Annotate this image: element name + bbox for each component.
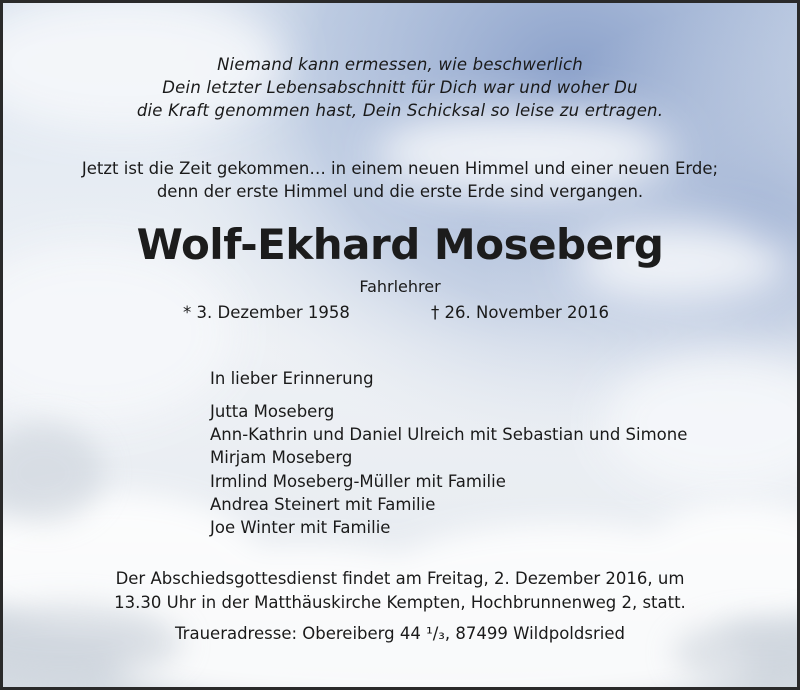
deceased-occupation: Fahrlehrer [359,277,441,296]
verse-line-2: denn der erste Himmel und die erste Erde sind vergangen. [156,182,644,201]
mourning-address: Traueradresse: Obereiberg 44 ¹/₃, 87499 Wildpoldsried [175,624,625,643]
opening-quote-line-1: Niemand kann ermessen, wie beschwerlich [217,55,583,74]
family-member: Irmlind Moseberg-Müller mit Familie [210,471,506,491]
family-list [210,400,687,539]
verse-line-1: Jetzt ist die Zeit gekommen… in einem neuen Himmel und einer neuen Erde; [81,159,719,178]
family-member: Jutta Moseberg [210,402,335,421]
family-member: Mirjam Moseberg [210,448,353,468]
family-member: Andrea Steinert mit Familie [210,494,436,514]
opening-quote-line-3: die Kraft genommen hast, Dein Schicksal so leise zu ertragen. [136,101,664,120]
deceased-name: Wolf-Ekhard Moseberg [136,220,664,269]
family-member: Ann-Kathrin und Daniel Ulreich mit Sebastian und Simone [210,425,688,445]
mourners-block [210,369,687,539]
family-member: Joe Winter mit Familie [210,518,391,538]
service-line-1: Der Abschiedsgottesdienst findet am Freitag, 2. Dezember 2016, um [115,569,685,588]
birth-date: * 3. Dezember 1958 [183,303,350,322]
death-date: † 26. November 2016 [431,303,610,322]
service-line-2: 13.30 Uhr in der Matthäuskirche Kempten, Hochbrunnenweg 2, statt. [114,593,686,612]
remembrance-intro: In lieber Erinnerung [210,369,374,388]
opening-quote-line-2: Dein letzter Lebensabschnitt für Dich war und woher Du [162,78,638,97]
life-dates [3,303,797,327]
